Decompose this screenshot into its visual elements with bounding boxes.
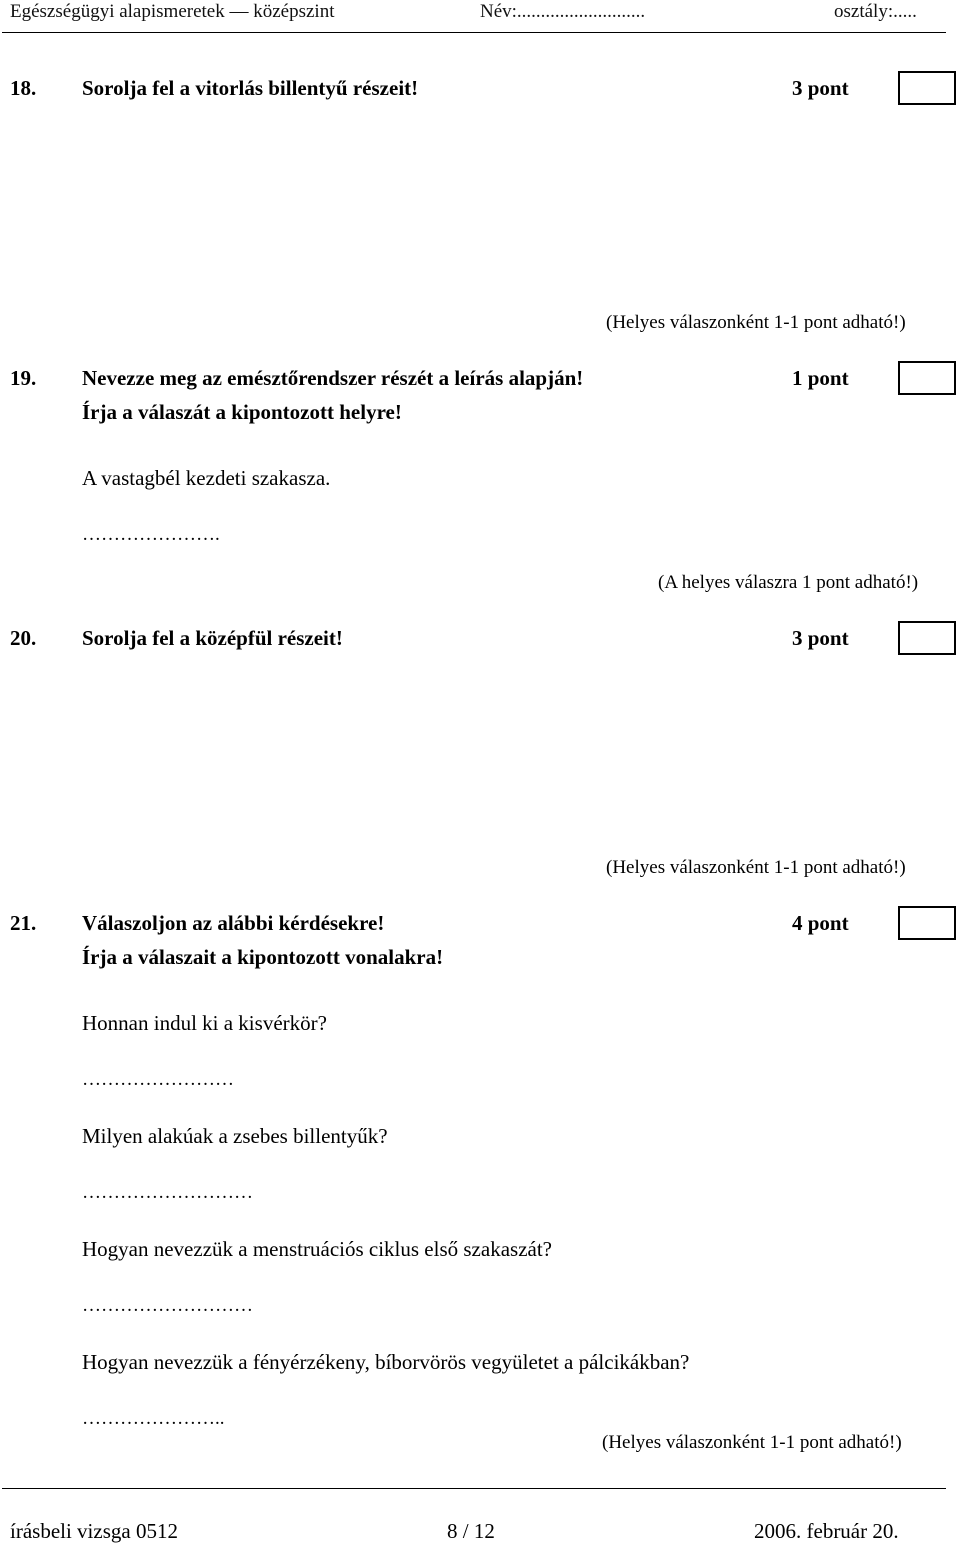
question-20-number: 20.: [10, 626, 37, 650]
header-class-field: osztály:.....: [834, 1, 917, 22]
question-18-note: (Helyes válaszonként 1-1 pont adható!): [606, 312, 906, 333]
question-18-number: 18.: [10, 76, 37, 100]
question-19-number: 19.: [10, 366, 37, 390]
question-20-prompt: Sorolja fel a középfül részeit!: [82, 626, 343, 650]
question-19-instruction: Írja a válaszát a kipontozott helyre!: [82, 400, 402, 424]
subquestion-1-answer-line[interactable]: ……………………: [82, 1069, 234, 1090]
question-19-note: (A helyes válaszra 1 pont adható!): [658, 572, 919, 593]
question-21-points: 4 pont: [792, 911, 849, 935]
question-19-prompt: Nevezze meg az emésztőrendszer részét a leírás alapján!: [82, 366, 584, 390]
question-18-prompt: Sorolja fel a vitorlás billentyű részeit!: [82, 76, 419, 100]
subquestion-4-answer-line[interactable]: …………………..: [82, 1408, 225, 1429]
question-20-note: (Helyes válaszonként 1-1 pont adható!): [606, 857, 906, 878]
question-19-score-box[interactable]: [898, 361, 956, 395]
subquestion-2-answer-line[interactable]: ………………………: [82, 1182, 253, 1203]
footer-page-number: 8 / 12: [447, 1519, 495, 1543]
footer-rule: [2, 1488, 946, 1489]
question-21-note: (Helyes válaszonként 1-1 pont adható!): [602, 1432, 902, 1453]
footer-date: 2006. február 20.: [754, 1519, 899, 1543]
header-name-field: Név:...........................: [480, 1, 646, 22]
subquestion-3-answer-line[interactable]: ………………………: [82, 1295, 253, 1316]
question-20-score-box[interactable]: [898, 621, 956, 655]
subquestion-1-text: Honnan indul ki a kisvérkör?: [82, 1011, 327, 1035]
header-rule: [2, 32, 946, 33]
question-21-prompt: Válaszoljon az alábbi kérdésekre!: [82, 911, 385, 935]
header-title: Egészségügyi alapismeretek — középszint: [10, 1, 335, 22]
subquestion-3-text: Hogyan nevezzük a menstruációs ciklus első szakaszát?: [82, 1237, 552, 1261]
question-18-points: 3 pont: [792, 76, 849, 100]
footer-exam-label: írásbeli vizsga 0512: [10, 1519, 178, 1543]
question-19-answer-line[interactable]: ………………….: [82, 524, 220, 545]
subquestion-4-text: Hogyan nevezzük a fényérzékeny, bíborvörös vegyületet a pálcikákban?: [82, 1350, 690, 1374]
question-21-number: 21.: [10, 911, 37, 935]
question-18-score-box[interactable]: [898, 71, 956, 105]
question-19-points: 1 pont: [792, 366, 849, 390]
question-21-score-box[interactable]: [898, 906, 956, 940]
question-19-description: A vastagbél kezdeti szakasza.: [82, 466, 331, 490]
question-20-points: 3 pont: [792, 626, 849, 650]
subquestion-2-text: Milyen alakúak a zsebes billentyűk?: [82, 1124, 388, 1148]
question-21-instruction: Írja a válaszait a kipontozott vonalakra!: [82, 945, 444, 969]
